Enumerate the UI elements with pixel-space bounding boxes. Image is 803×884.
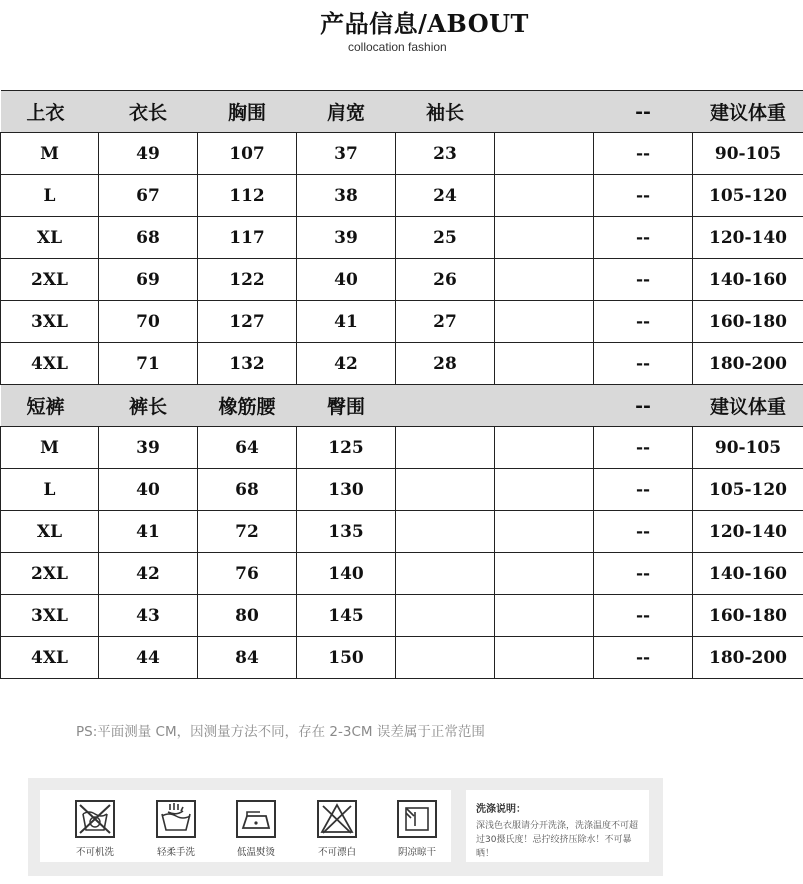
measurement-note: PS:平面测量 CM，因测量方法不同，存在 2-3CM 误差属于正常范围 <box>76 724 485 740</box>
value-cell: -- <box>594 217 693 259</box>
value-cell <box>495 553 594 595</box>
value-cell <box>495 595 594 637</box>
value-cell: 25 <box>396 217 495 259</box>
value-cell: 105-120 <box>693 469 803 511</box>
value-cell: 39 <box>297 217 396 259</box>
bottom-header-cell: 裤长 <box>99 385 198 427</box>
value-cell: 41 <box>297 301 396 343</box>
value-cell: 160-180 <box>693 595 803 637</box>
care-item-no-machine-wash <box>60 800 130 858</box>
value-cell: -- <box>594 259 693 301</box>
no-machine-wash-icon <box>75 800 115 838</box>
value-cell <box>495 427 594 469</box>
hand-wash-icon <box>156 800 196 838</box>
care-item-hand-wash <box>141 800 211 858</box>
size-label-cell: XL <box>1 511 99 553</box>
value-cell: 24 <box>396 175 495 217</box>
top-table-row <box>1 259 803 301</box>
value-cell: 68 <box>99 217 198 259</box>
bottom-header-cell: 建议体重 <box>693 385 803 427</box>
value-cell <box>396 553 495 595</box>
value-cell <box>495 637 594 679</box>
top-header-cell <box>495 91 594 133</box>
value-cell: 26 <box>396 259 495 301</box>
bottom-table-row <box>1 595 803 637</box>
value-cell: 150 <box>297 637 396 679</box>
value-cell: 127 <box>198 301 297 343</box>
value-cell: 38 <box>297 175 396 217</box>
care-panel <box>28 778 663 876</box>
value-cell <box>495 259 594 301</box>
value-cell: -- <box>594 343 693 385</box>
size-label-cell: 2XL <box>1 259 99 301</box>
value-cell <box>495 469 594 511</box>
value-cell: 120-140 <box>693 511 803 553</box>
value-cell: 67 <box>99 175 198 217</box>
size-label-cell: XL <box>1 217 99 259</box>
size-label-cell: 3XL <box>1 301 99 343</box>
bottom-table-row <box>1 427 803 469</box>
value-cell: 76 <box>198 553 297 595</box>
page-subtitle: collocation fashion <box>348 40 447 54</box>
no-bleach-icon <box>317 800 357 838</box>
value-cell: 28 <box>396 343 495 385</box>
value-cell: 69 <box>99 259 198 301</box>
value-cell <box>495 217 594 259</box>
value-cell <box>396 511 495 553</box>
care-label: 阴凉晾干 <box>397 847 436 858</box>
care-item-no-bleach <box>302 800 372 858</box>
page-title: 产品信息/ABOUT <box>320 9 529 38</box>
value-cell: 140 <box>297 553 396 595</box>
value-cell: 112 <box>198 175 297 217</box>
size-label-cell: L <box>1 175 99 217</box>
top-header-cell: 上衣 <box>1 91 99 133</box>
value-cell: 23 <box>396 133 495 175</box>
top-table-row <box>1 217 803 259</box>
value-cell <box>495 343 594 385</box>
wash-instructions <box>466 790 649 862</box>
value-cell: 84 <box>198 637 297 679</box>
value-cell: -- <box>594 133 693 175</box>
care-label: 低温熨烫 <box>236 847 275 858</box>
value-cell: 107 <box>198 133 297 175</box>
top-table-row <box>1 175 803 217</box>
value-cell: 160-180 <box>693 301 803 343</box>
value-cell: 40 <box>297 259 396 301</box>
value-cell <box>495 175 594 217</box>
value-cell: 105-120 <box>693 175 803 217</box>
value-cell: 49 <box>99 133 198 175</box>
value-cell: -- <box>594 511 693 553</box>
care-label: 不可机洗 <box>75 847 114 858</box>
value-cell: 145 <box>297 595 396 637</box>
value-cell: 44 <box>99 637 198 679</box>
value-cell: 135 <box>297 511 396 553</box>
top-header-cell: 建议体重 <box>693 91 803 133</box>
top-table-header-row <box>1 91 803 133</box>
value-cell: 68 <box>198 469 297 511</box>
value-cell: -- <box>594 553 693 595</box>
value-cell: 71 <box>99 343 198 385</box>
size-label-cell: 4XL <box>1 343 99 385</box>
top-table-row <box>1 301 803 343</box>
value-cell <box>495 301 594 343</box>
value-cell: 90-105 <box>693 427 803 469</box>
care-icons-box <box>40 790 451 862</box>
value-cell <box>396 595 495 637</box>
top-header-cell: 肩宽 <box>297 91 396 133</box>
bottom-header-cell: 橡筋腰 <box>198 385 297 427</box>
value-cell: 90-105 <box>693 133 803 175</box>
value-cell: 37 <box>297 133 396 175</box>
value-cell: -- <box>594 595 693 637</box>
bottom-table-row <box>1 553 803 595</box>
size-label-cell: 2XL <box>1 553 99 595</box>
value-cell: 72 <box>198 511 297 553</box>
value-cell <box>396 427 495 469</box>
value-cell: -- <box>594 175 693 217</box>
value-cell: 64 <box>198 427 297 469</box>
care-item-low-iron <box>221 800 291 858</box>
size-label-cell: 3XL <box>1 595 99 637</box>
bottom-table-row <box>1 511 803 553</box>
low-iron-icon <box>236 800 276 838</box>
care-label: 不可漂白 <box>317 847 356 858</box>
shade-dry-icon <box>397 800 437 838</box>
top-header-cell: 胸围 <box>198 91 297 133</box>
top-header-cell: 袖长 <box>396 91 495 133</box>
value-cell: 122 <box>198 259 297 301</box>
value-cell: 140-160 <box>693 259 803 301</box>
bottom-header-cell: -- <box>594 385 693 427</box>
size-label-cell: M <box>1 427 99 469</box>
top-header-cell: -- <box>594 91 693 133</box>
value-cell <box>396 637 495 679</box>
bottom-table-row <box>1 469 803 511</box>
value-cell <box>495 133 594 175</box>
value-cell: 27 <box>396 301 495 343</box>
value-cell: 42 <box>99 553 198 595</box>
top-header-cell: 衣长 <box>99 91 198 133</box>
size-label-cell: L <box>1 469 99 511</box>
value-cell: 70 <box>99 301 198 343</box>
bottom-header-cell: 臀围 <box>297 385 396 427</box>
care-item-shade-dry <box>382 800 452 858</box>
value-cell: 180-200 <box>693 637 803 679</box>
value-cell: 43 <box>99 595 198 637</box>
value-cell <box>495 511 594 553</box>
value-cell: 41 <box>99 511 198 553</box>
top-table-row <box>1 343 803 385</box>
value-cell: 39 <box>99 427 198 469</box>
value-cell: 180-200 <box>693 343 803 385</box>
value-cell: 125 <box>297 427 396 469</box>
value-cell: -- <box>594 469 693 511</box>
bottom-table-header-row <box>1 385 803 427</box>
size-label-cell: 4XL <box>1 637 99 679</box>
care-label: 轻柔手洗 <box>156 847 195 858</box>
bottom-header-cell <box>396 385 495 427</box>
value-cell: 40 <box>99 469 198 511</box>
size-label-cell: M <box>1 133 99 175</box>
value-cell <box>396 469 495 511</box>
value-cell: 120-140 <box>693 217 803 259</box>
bottom-header-cell: 短裤 <box>1 385 99 427</box>
value-cell: 80 <box>198 595 297 637</box>
value-cell: -- <box>594 637 693 679</box>
top-table-row <box>1 133 803 175</box>
value-cell: 132 <box>198 343 297 385</box>
wash-instructions-body: 深浅色衣服请分开洗涤，洗涤温度不可超过30摄氏度！忌拧绞挤压除水！不可暴晒！ <box>476 821 639 859</box>
bottom-table-row <box>1 637 803 679</box>
value-cell: 140-160 <box>693 553 803 595</box>
value-cell: 117 <box>198 217 297 259</box>
bottom-header-cell <box>495 385 594 427</box>
value-cell: 42 <box>297 343 396 385</box>
value-cell: -- <box>594 427 693 469</box>
value-cell: 130 <box>297 469 396 511</box>
size-table <box>0 90 803 679</box>
value-cell: -- <box>594 301 693 343</box>
wash-instructions-title: 洗涤说明： <box>476 804 526 815</box>
